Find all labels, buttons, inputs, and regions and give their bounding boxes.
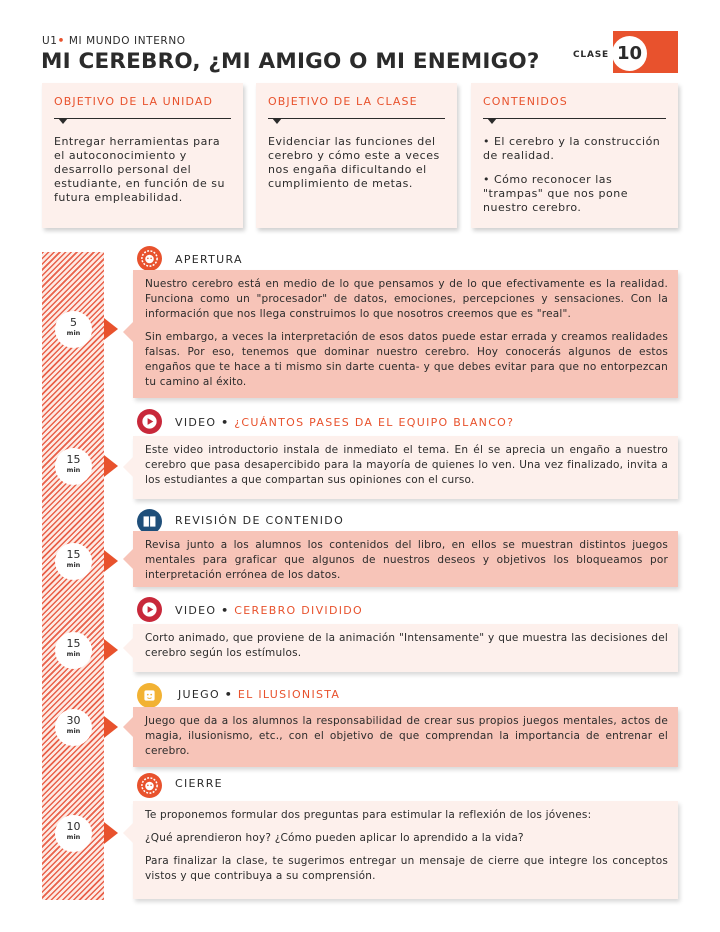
section-text: Corto animado, que proviene de la animación "Intensamente" y que muestra las decisiones del cerebro según los estímulos. [145,632,668,659]
time-badge [55,709,92,746]
time-minutes: 15 [66,453,81,466]
lion-face-icon [137,773,162,798]
box-tail [123,717,133,737]
pointer-arrow [104,716,118,738]
divider [268,118,445,119]
divider [54,118,231,119]
clase-label: CLASE [573,50,609,60]
section-label: VIDEO [175,604,217,617]
section-text: Revisa junto a los alumnos los contenidos del libro, en ellos se muestran distintos juegos mentales para graficar que algunos de nuestros deseos y objetivos los bloqueamos por interpretación errónea de los datos. [145,539,668,581]
time-minutes: 5 [70,316,77,329]
section-title-revision [175,514,344,527]
section-title-cierre [175,777,223,790]
objetivo-unidad-card [42,83,243,228]
time-minutes: 15 [66,548,81,561]
time-minutes: 15 [66,637,81,650]
time-unit: min [66,650,81,658]
card-text: • El cerebro y la construcción de realidad. [483,135,661,162]
time-unit: min [66,329,81,337]
card-body [42,119,243,205]
section-label: APERTURA [175,253,243,266]
card-heading: CONTENIDOS [483,95,568,108]
card-text: Evidenciar las funciones del cerebro y cómo este a veces nos engaña dificultando el cumplimiento de metas. [268,135,440,190]
box-tail [123,823,133,843]
caret-down-icon [58,118,68,124]
unit-label [42,35,186,47]
time-unit: min [66,561,81,569]
card-body [471,119,678,215]
unit-code: U1 [42,35,58,47]
section-box-juego [133,707,678,767]
section-box-cierre [133,801,678,899]
section-text: Sin embargo, a veces la interpretación de esos datos puede estar errada y creamos realidades falsas. Por eso, tenemos que dominar nuestro cerebro. Hoy conocerás algunos de estos engaños que te hace a ti mismo sin darte cuenta- y que debes evitar para que no entorpezcan tu camino al éxito. [145,331,668,388]
unit-bullet: • [57,35,65,47]
section-text: Te proponemos formular dos preguntas para estimular la reflexión de los jóvenes: [145,809,592,821]
title-bullet: • [221,416,230,429]
card-text: Entregar herramientas para el autoconocimiento y desarrollo personal del estudiante, en función de su futura empleabilidad. [54,135,225,204]
objetivo-clase-card [256,83,457,228]
card-text: • Cómo reconocer las "trampas" que nos pone nuestro cerebro. [483,173,628,214]
card-heading: OBJETIVO DE LA CLASE [268,95,418,108]
caret-down-icon [487,118,497,124]
box-tail [123,322,133,342]
box-tail [123,457,133,477]
section-subtitle: ¿CUÁNTOS PASES DA EL EQUIPO BLANCO? [234,416,515,429]
section-text: Nuestro cerebro está en medio de lo que pensamos y de lo que efectivamente es la realidad. Funciona como un "procesador" de datos, emociones, percepciones y sensaciones. Con la información que nos llega construimos lo que nosotros creemos que es "real". [145,278,668,320]
section-box-video-cerebro [133,624,678,672]
pointer-arrow [104,639,118,661]
title-bullet: • [224,688,234,701]
section-label: REVISIÓN DE CONTENIDO [175,514,345,527]
title-bullet: • [221,604,230,617]
section-text: ¿Qué aprendieron hoy? ¿Cómo pueden aplicar lo aprendido a la vida? [145,832,524,844]
time-unit: min [66,466,81,474]
time-badge [55,632,92,669]
page-title: MI CEREBRO, ¿MI AMIGO O MI ENEMIGO? [41,49,540,74]
clase-number: 10 [612,36,647,71]
section-text: Para finalizar la clase, te sugerimos entregar un mensaje de cierre que integre los conceptos vistos y que contribuya a su comprensión. [145,855,668,882]
time-badge [55,543,92,580]
caret-down-icon [272,118,282,124]
contenidos-card [471,83,678,228]
play-video-icon [137,597,162,622]
time-unit: min [66,833,81,841]
play-video-icon [137,409,162,434]
section-text: Juego que da a los alumnos la responsabilidad de crear sus propios juegos mentales, actos de magia, ilusionismo, etc., con el objetivo de que comprendan la importancia de entrenar el cerebro. [145,715,668,757]
section-text: Este video introductorio instala de inmediato el tema. En él se aprecia un engaño a nuestro cerebro que pasa desapercibido para la mayoría de quienes lo ven. Una vez finalizado, invita a los estudiantes a que compartan sus opiniones con el curso. [145,444,668,486]
time-badge [55,311,92,348]
card-body [256,119,457,191]
section-title-video [175,416,514,429]
time-badge [55,815,92,852]
box-tail [123,549,133,569]
section-label: JUEGO [178,688,220,701]
time-badge [55,448,92,485]
section-label: VIDEO [175,416,217,429]
time-unit: min [66,727,81,735]
section-subtitle: CEREBRO DIVIDIDO [234,604,363,617]
pointer-arrow [104,822,118,844]
pointer-arrow [104,455,118,477]
time-minutes: 10 [66,820,81,833]
pointer-arrow [104,550,118,572]
pointer-arrow [104,318,118,340]
time-minutes: 30 [66,714,81,727]
box-tail [123,638,133,658]
game-face-icon [137,683,162,708]
section-title-juego [178,688,340,701]
section-title-apertura [175,253,243,266]
section-box-video-pases [133,436,678,499]
section-box-revision [133,531,678,587]
section-box-apertura [133,270,678,398]
lion-face-icon [137,246,162,271]
section-label: CIERRE [175,777,223,790]
card-heading: OBJETIVO DE LA UNIDAD [54,95,214,108]
section-subtitle: EL ILUSIONISTA [237,688,341,701]
section-title-video-cerebro [175,604,363,617]
unit-name: MI MUNDO INTERNO [68,35,186,47]
divider [483,118,666,119]
